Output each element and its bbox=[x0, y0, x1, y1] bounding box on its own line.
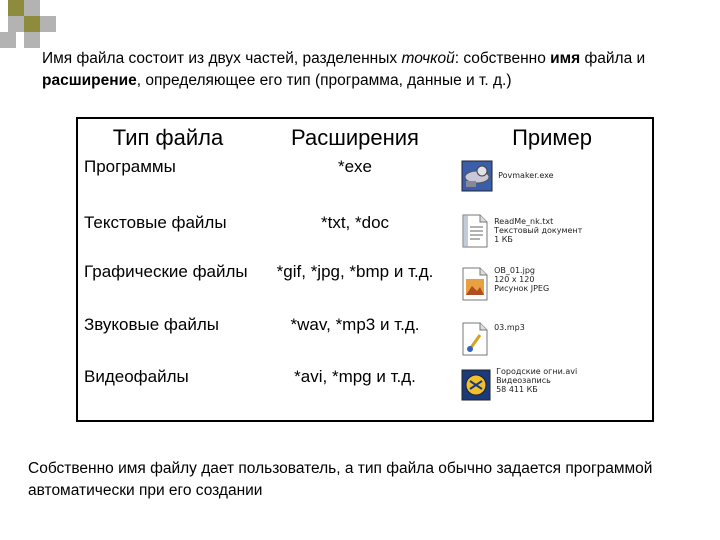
example-file bbox=[460, 321, 652, 357]
table-row bbox=[77, 213, 653, 262]
example-file bbox=[460, 266, 652, 302]
header-extensions: Расширения bbox=[291, 125, 419, 150]
table-row bbox=[77, 157, 653, 213]
audio-file-icon bbox=[460, 321, 490, 357]
example-file bbox=[460, 367, 652, 403]
table-row bbox=[77, 315, 653, 367]
image-file-icon bbox=[460, 266, 490, 302]
extension-cell: *wav, *mp3 и т.д. bbox=[290, 315, 420, 334]
extension-cell: *avi, *mpg и т.д. bbox=[294, 367, 416, 386]
header-example: Пример bbox=[512, 125, 593, 150]
intro-paragraph: Имя файла состоит из двух частей, разделенных точкой: собственно имя файла и расширение, определяющее его тип (программа, данные и т. д.) bbox=[42, 50, 646, 89]
file-type-cell: Текстовые файлы bbox=[84, 213, 227, 232]
file-types-table bbox=[76, 117, 654, 422]
file-type-cell: Звуковые файлы bbox=[84, 315, 220, 334]
extension-cell: *exe bbox=[337, 157, 373, 176]
example-file bbox=[460, 213, 652, 249]
example-filename: Povmaker.exe bbox=[498, 171, 554, 180]
emphasized-word: точкой bbox=[401, 50, 455, 67]
video-file-icon bbox=[460, 367, 492, 403]
table-row bbox=[77, 262, 653, 315]
example-file-details: Городские огни.avi Видеозапись 58 411 КБ bbox=[496, 367, 578, 394]
bold-term-extension: расширение bbox=[42, 72, 137, 89]
table-row bbox=[77, 367, 653, 421]
file-type-cell: Программы bbox=[84, 157, 176, 176]
extension-cell: *txt, *doc bbox=[320, 213, 390, 232]
example-filename: 03.mp3 bbox=[494, 323, 525, 332]
conclusion-paragraph: Собственно имя файлу дает пользователь, а тип файла обычно задается программой автоматически при его создании bbox=[28, 460, 653, 499]
example-file-details: ReadMe_nk.txt Текстовый документ 1 КБ bbox=[494, 217, 583, 244]
table-header-row bbox=[77, 118, 653, 157]
bold-term-name: имя bbox=[550, 50, 581, 67]
text-document-icon bbox=[460, 213, 490, 249]
extension-cell: *gif, *jpg, *bmp и т.д. bbox=[276, 262, 434, 281]
header-file-type: Тип файла bbox=[112, 125, 224, 150]
program-icon bbox=[460, 159, 494, 193]
file-type-cell: Видеофайлы bbox=[84, 367, 189, 386]
example-file-details: OB_01.jpg 120 x 120 Рисунок JPEG bbox=[494, 266, 550, 293]
file-type-cell: Графические файлы bbox=[84, 262, 248, 281]
example-file bbox=[460, 159, 652, 193]
